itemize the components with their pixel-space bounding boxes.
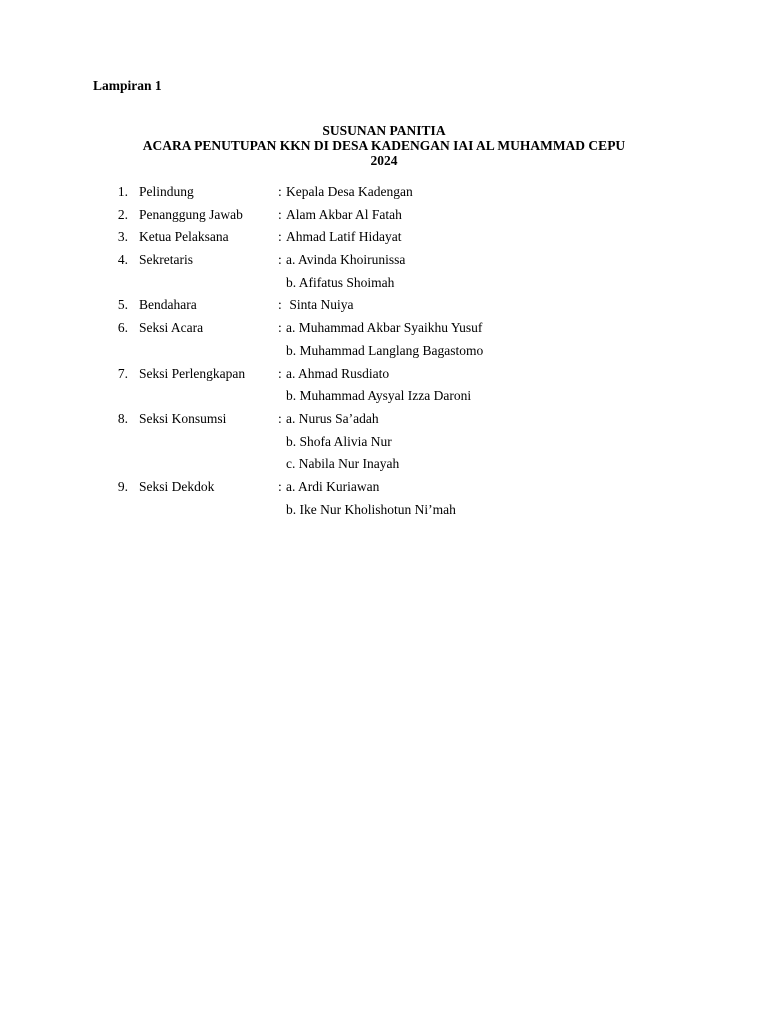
separator-colon: : — [278, 478, 282, 494]
item-number: 3. — [117, 229, 128, 245]
separator-colon: : — [278, 297, 282, 313]
committee-list — [0, 182, 768, 522]
item-number: 5. — [117, 297, 128, 313]
item-number: 6. — [117, 320, 128, 336]
member-name: b. Ike Nur Kholishotun Ni’mah — [286, 501, 456, 517]
item-number: 9. — [117, 478, 128, 494]
role-label: Ketua Pelaksana — [139, 229, 229, 245]
member-name: Kepala Desa Kadengan — [286, 184, 413, 199]
committee-row — [0, 205, 768, 228]
committee-row — [0, 454, 768, 477]
role-label: Seksi Konsumsi — [139, 410, 227, 426]
member-name: b. Muhammad Aysyal Izza Daroni — [286, 388, 472, 404]
item-number: 1. — [117, 184, 128, 199]
committee-row — [0, 318, 768, 341]
member-name: a. Muhammad Akbar Syaikhu Yusuf — [286, 320, 483, 336]
committee-row — [0, 182, 768, 205]
title-line-1: SUSUNAN PANITIA — [322, 123, 446, 138]
member-name: a. Ardi Kuriawan — [286, 478, 380, 494]
member-name: b. Afifatus Shoimah — [286, 274, 395, 290]
separator-colon: : — [278, 410, 282, 426]
role-label: Sekretaris — [139, 252, 193, 268]
role-label: Seksi Perlengkapan — [139, 365, 246, 381]
member-name: Ahmad Latif Hidayat — [286, 229, 402, 245]
document-title — [0, 123, 768, 168]
committee-row — [0, 295, 768, 318]
item-number: 4. — [117, 252, 128, 268]
item-number: 2. — [117, 206, 128, 222]
committee-row — [0, 432, 768, 455]
committee-row — [0, 409, 768, 432]
item-number: 7. — [117, 365, 128, 381]
separator-colon: : — [278, 365, 282, 381]
separator-colon: : — [278, 206, 282, 222]
member-name: b. Shofa Alivia Nur — [286, 433, 392, 449]
role-label: Pelindung — [139, 184, 194, 199]
committee-row — [0, 227, 768, 250]
committee-row — [0, 386, 768, 409]
member-name: Alam Akbar Al Fatah — [286, 206, 402, 222]
committee-row — [0, 341, 768, 364]
role-label: Seksi Dekdok — [139, 478, 215, 494]
separator-colon: : — [278, 252, 282, 268]
separator-colon: : — [278, 229, 282, 245]
title-line-3: 2024 — [370, 153, 398, 168]
committee-row — [0, 500, 768, 523]
committee-row — [0, 477, 768, 500]
member-name: a. Ahmad Rusdiato — [286, 365, 390, 381]
member-name: Sinta Nuiya — [286, 297, 354, 313]
role-label: Penanggung Jawab — [139, 206, 243, 222]
committee-row — [0, 250, 768, 273]
separator-colon: : — [278, 320, 282, 336]
title-line-2: ACARA PENUTUPAN KKN DI DESA KADENGAN IAI AL MUHAMMAD CEPU — [142, 138, 626, 153]
member-name: b. Muhammad Langlang Bagastomo — [286, 342, 484, 358]
role-label: Seksi Acara — [139, 320, 204, 336]
attachment-heading: Lampiran 1 — [93, 78, 162, 93]
committee-row — [0, 273, 768, 296]
committee-row — [0, 364, 768, 387]
member-name: a. Nurus Sa’adah — [286, 410, 379, 426]
role-label: Bendahara — [139, 297, 197, 313]
member-name: c. Nabila Nur Inayah — [286, 456, 400, 472]
item-number: 8. — [117, 410, 128, 426]
member-name: a. Avinda Khoirunissa — [286, 252, 406, 268]
separator-colon: : — [278, 184, 282, 199]
